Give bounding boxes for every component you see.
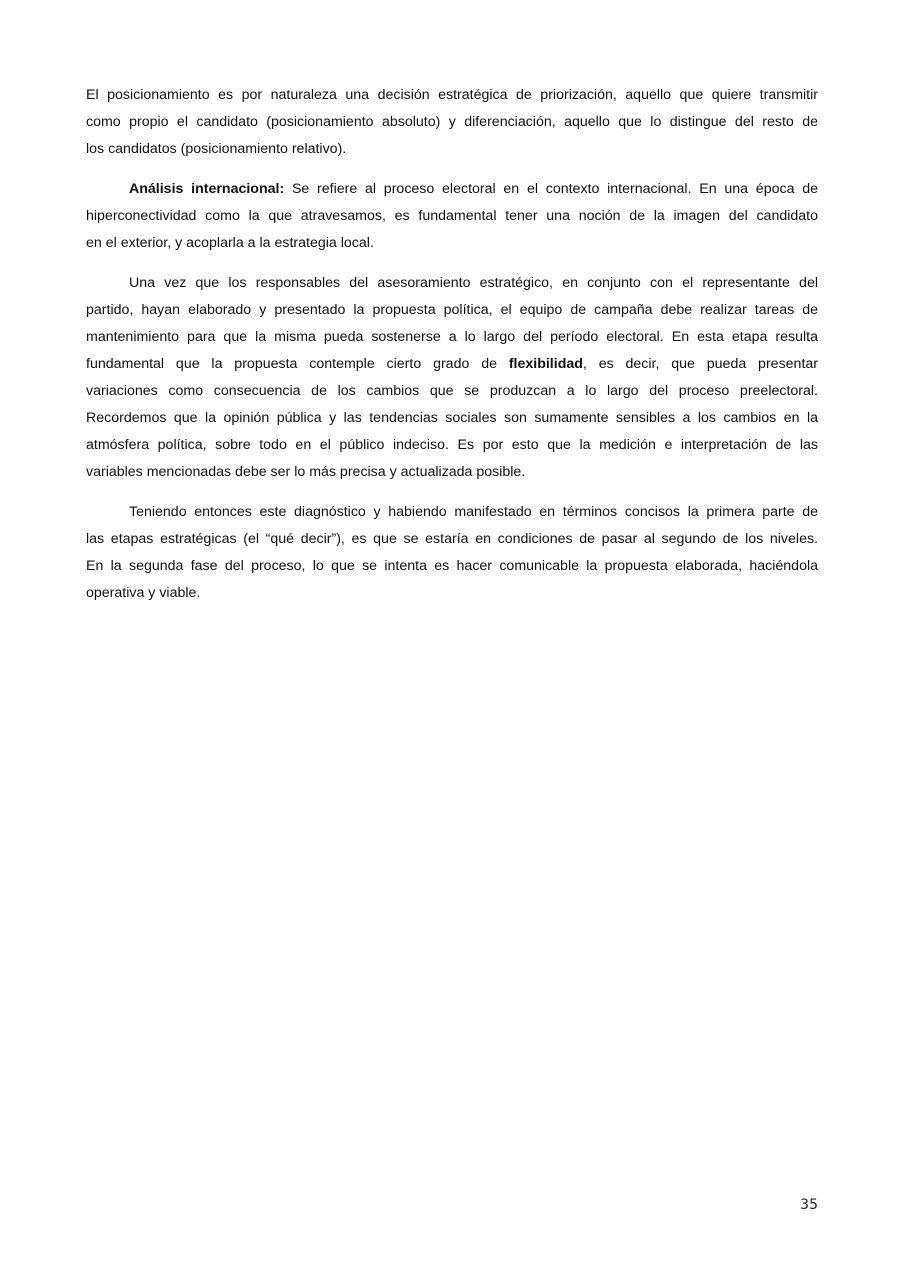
text-line <box>86 297 818 324</box>
text-line <box>86 203 818 230</box>
text-segment: El posicionamiento es por naturaleza una decisión estratégica de priorización, aquello que quiere transmitir <box>86 87 818 103</box>
text-line <box>86 378 818 405</box>
text-line <box>86 526 818 553</box>
text-segment: En la segunda fase del proceso, lo que se intenta es hacer comunicable la propuesta elaborada, haciéndola <box>86 558 818 574</box>
text-segment: variables mencionadas debe ser lo más precisa y actualizada posible. <box>86 464 526 480</box>
text-segment: los candidatos (posicionamiento relativo). <box>86 141 347 157</box>
text-segment: atmósfera política, sobre todo en el público indeciso. Es por esto que la medición e interpretación de las <box>86 437 818 453</box>
text-line <box>86 136 818 163</box>
text-line <box>86 270 818 297</box>
text-line <box>86 580 818 607</box>
text-line <box>86 230 818 257</box>
paragraph <box>86 176 818 257</box>
text-segment: Se refiere al proceso electoral en el contexto internacional. En una época de <box>284 181 818 197</box>
bold-text: flexibilidad <box>508 356 583 372</box>
text-segment: mantenimiento para que la misma pueda sostenerse a lo largo del período electoral. En esta etapa resulta <box>86 329 818 345</box>
text-segment: Recordemos que la opinión pública y las tendencias sociales son sumamente sensibles a los cambios en la <box>86 410 818 426</box>
text-segment: las etapas estratégicas (el “qué decir”), es que se estaría en condiciones de pasar al segundo de los niveles. <box>86 531 818 547</box>
text-segment: , es decir, que pueda presentar <box>582 356 818 372</box>
text-segment: hiperconectividad como la que atravesamos, es fundamental tener una noción de la imagen del candidato <box>86 208 818 224</box>
text-segment: fundamental que la propuesta contemple cierto grado de <box>86 356 509 372</box>
page-number: 35 <box>800 1197 818 1213</box>
text-segment: operativa y viable. <box>86 585 201 601</box>
text-line <box>86 324 818 351</box>
text-line <box>86 351 818 378</box>
text-line <box>86 176 818 203</box>
text-line <box>86 499 818 526</box>
paragraph <box>86 270 818 486</box>
document-body <box>86 82 818 620</box>
text-line <box>86 553 818 580</box>
text-line <box>86 109 818 136</box>
text-segment: en el exterior, y acoplarla a la estrategia local. <box>86 235 374 251</box>
text-line <box>86 432 818 459</box>
paragraph <box>86 82 818 163</box>
text-line <box>86 459 818 486</box>
text-segment: Una vez que los responsables del asesoramiento estratégico, en conjunto con el representante del <box>129 275 818 291</box>
text-segment: Teniendo entonces este diagnóstico y habiendo manifestado en términos concisos la primera parte de <box>129 504 818 520</box>
text-segment: variaciones como consecuencia de los cambios que se produzcan a lo largo del proceso preelectoral. <box>86 383 818 399</box>
text-line <box>86 405 818 432</box>
paragraph <box>86 499 818 607</box>
bold-text: Análisis internacional: <box>129 181 285 197</box>
text-segment: partido, hayan elaborado y presentado la propuesta política, el equipo de campaña debe realizar tareas de <box>86 302 818 318</box>
text-line <box>86 82 818 109</box>
text-segment: como propio el candidato (posicionamiento absoluto) y diferenciación, aquello que lo distingue del resto de <box>86 114 818 130</box>
